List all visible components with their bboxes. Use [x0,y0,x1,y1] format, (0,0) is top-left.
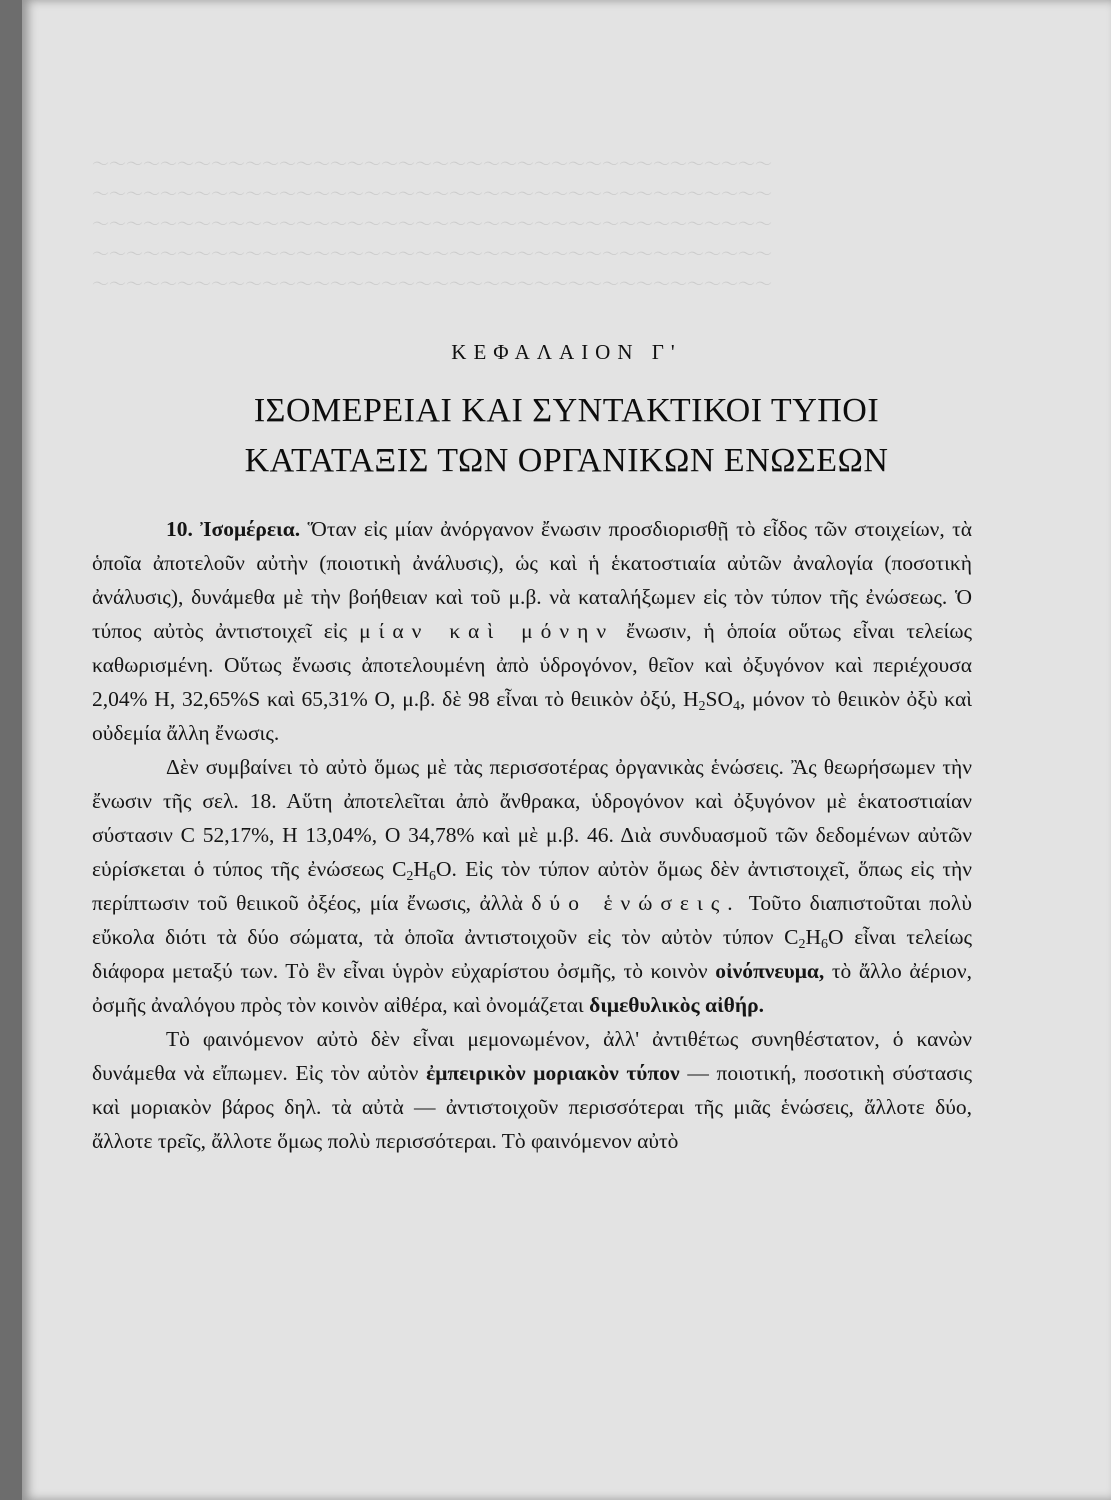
text-run: τὸ ἄλλο ἀέριον, ὀσμῆς ἀναλόγου πρὸς τὸν κοινὸν αἰθέρα, καὶ ὀνομάζεται [92,959,972,1017]
text-run: Δὲν συμβαίνει τὸ αὐτὸ ὅμως μὲ τὰς περισσοτέρας ὀργανικὰς ἑνώσεις. Ἂς θεωρήσωμεν τὴν ἔνωσιν τῆς σελ. 18. Αὕτη ἀποτελεῖται ἀπὸ ἄνθρακα, ὑδρογόνον καὶ ὀξυγόνον μὲ ἑκατοστιαίαν σύστασιν C 52,17%, H 13,04%, O 34,78% καὶ μὲ μ.β. 46. Διὰ συνδυασμοῦ τῶν δεδομένων αὐτῶν εὑρίσκεται ὁ τύπος τῆς ἐνώσεως C [92,755,972,881]
text-run: Ὅταν εἰς μίαν ἀνόργανον ἔνωσιν προσδιορισθῇ τὸ εἶδος τῶν στοιχείων, τὰ ὁποῖα ἀποτελοῦν αὐτὴν (ποιοτικὴ ἀνάλυσις), ὡς καὶ ἡ ἑκατοστιαία αὐτῶν ἀναλογία (ποσοτικὴ ἀνάλυσις), δυνάμεθα μὲ τὴν βοήθειαν καὶ τοῦ μ.β. νὰ καταλήξωμεν εἰς τὸν τύπον τῆς ἐνώσεως. Ὁ τύπος αὐτὸς ἀντιστοιχεῖ εἰς [92,517,973,643]
emphasis-spaced: μίαν καὶ μόνην [359,619,615,643]
paragraph-1 [92,512,972,750]
text-run: H [413,857,429,881]
chapter-title-line-1: ΙΣΟΜΕΡΕΙΑΙ ΚΑΙ ΣΥΝΤΑΚΤΙΚΟΙ ΤΥΠΟΙ [253,392,880,429]
section-title: Ἰσομέρεια. [200,517,301,541]
text-run: ἔνωσιν, ἡ ὁποία οὕτως εἶναι τελείως καθωρισμένη. Οὕτως ἔνωσις ἀποτελουμένη ἀπὸ ὑδρογόνον, θεῖον καὶ ὀξυγόνον καὶ περιέχουσα 2,04% H, 32,65%S καὶ 65,31% O, μ.β. δὲ 98 εἶναι τὸ θειικὸν ὀξύ, H [92,619,972,711]
text-run: O. Εἰς τὸν τύπον αὐτὸν ὅμως δὲν ἀντιστοιχεῖ, ὅπως εἰς τὴν περίπτωσιν τοῦ θειικοῦ ὀξέος, μία ἔνωσις, ἀλλὰ [92,857,972,915]
paragraph-3 [92,1022,972,1158]
book-page [22,0,1111,1500]
text-run: O εἶναι τελείως διάφορα μεταξύ των. Τὸ ἓν εἶναι ὑγρὸν εὐχαρίστου ὀσμῆς, τὸ κοινὸν [92,925,972,983]
paragraph-2 [92,750,972,1022]
subscript: 2 [798,937,806,952]
main-text [92,512,972,1158]
term-bold: διμεθυλικὸς αἰθήρ. [589,993,764,1017]
text-run: Τοῦτο διαπιστοῦται πολὺ εὔκολα διότι τὰ δύο σώματα, τὰ ὁποῖα ἀντιστοιχοῦν εἰς τὸν αὐτὸν τύπον C [92,891,972,949]
show-through-decoration: ～～～～～～～～～～～～～～～～～～～～～～～～～～～～～～～～～～～～～～～～ ～～～～～～～～～～～～～～～～～～～～～～～～～～～～～～～～～～～～～～～～ ～～～～～～～～～～～～～～～～～～～～～～～～～～～～～～～～～～～～～～～～ ～～～～～～～～～～～～～～～～～～～～～～～～～～～～～～～～～～～～～～～～ ～～～～～～～～～～～～～～～～～～～～～～～～～～～～～～～～～～～～～～～～ [92,155,772,295]
text-run: — ποιοτική, ποσοτικὴ σύστασις καὶ μοριακὸν βάρος δηλ. τὰ αὐτὰ — ἀντιστοιχοῦν περισσότεραι τῆς μιᾶς ἑνώσεις, ἄλλοτε δύο, ἄλλοτε τρεῖς, ἄλλοτε ὅμως πολὺ περισσότεραι. Τὸ φαινόμενον αὐτὸ [92,1061,972,1153]
chapter-title-line-2: ΚΑΤΑΤΑΞΙΣ ΤΩΝ ΟΡΓΑΝΙΚΩΝ ΕΝΩΣΕΩΝ [244,442,889,479]
subscript: 6 [821,937,829,952]
text-run: H [805,925,822,949]
text-run: SO [705,687,734,711]
chapter-heading: ΚΕΦΑΛΑΙΟΝ Γ' [451,340,682,364]
text-run: Τὸ φαινόμενον αὐτὸ δὲν εἶναι μεμονωμένον, ἀλλ' ἀντιθέτως συνηθέστατον, ὁ κανὼν δυνάμεθα νὰ εἴπωμεν. Εἰς τὸν αὐτὸν [92,1027,972,1085]
subscript: 4 [733,699,741,714]
subscript: 2 [406,869,414,884]
subscript: 6 [428,869,436,884]
term-bold: ἐμπειρικὸν μοριακὸν τύπον [426,1061,680,1085]
subscript: 2 [698,699,706,714]
term-bold: οἰνόπνευμα, [715,959,825,983]
text-run: , μόνον τὸ θειικὸν ὀξὺ καὶ οὐδεμία ἄλλη ἔνωσις. [92,687,973,745]
section-number: 10. [166,517,193,541]
emphasis-spaced: δύο ἑνώσεις. [531,891,741,915]
